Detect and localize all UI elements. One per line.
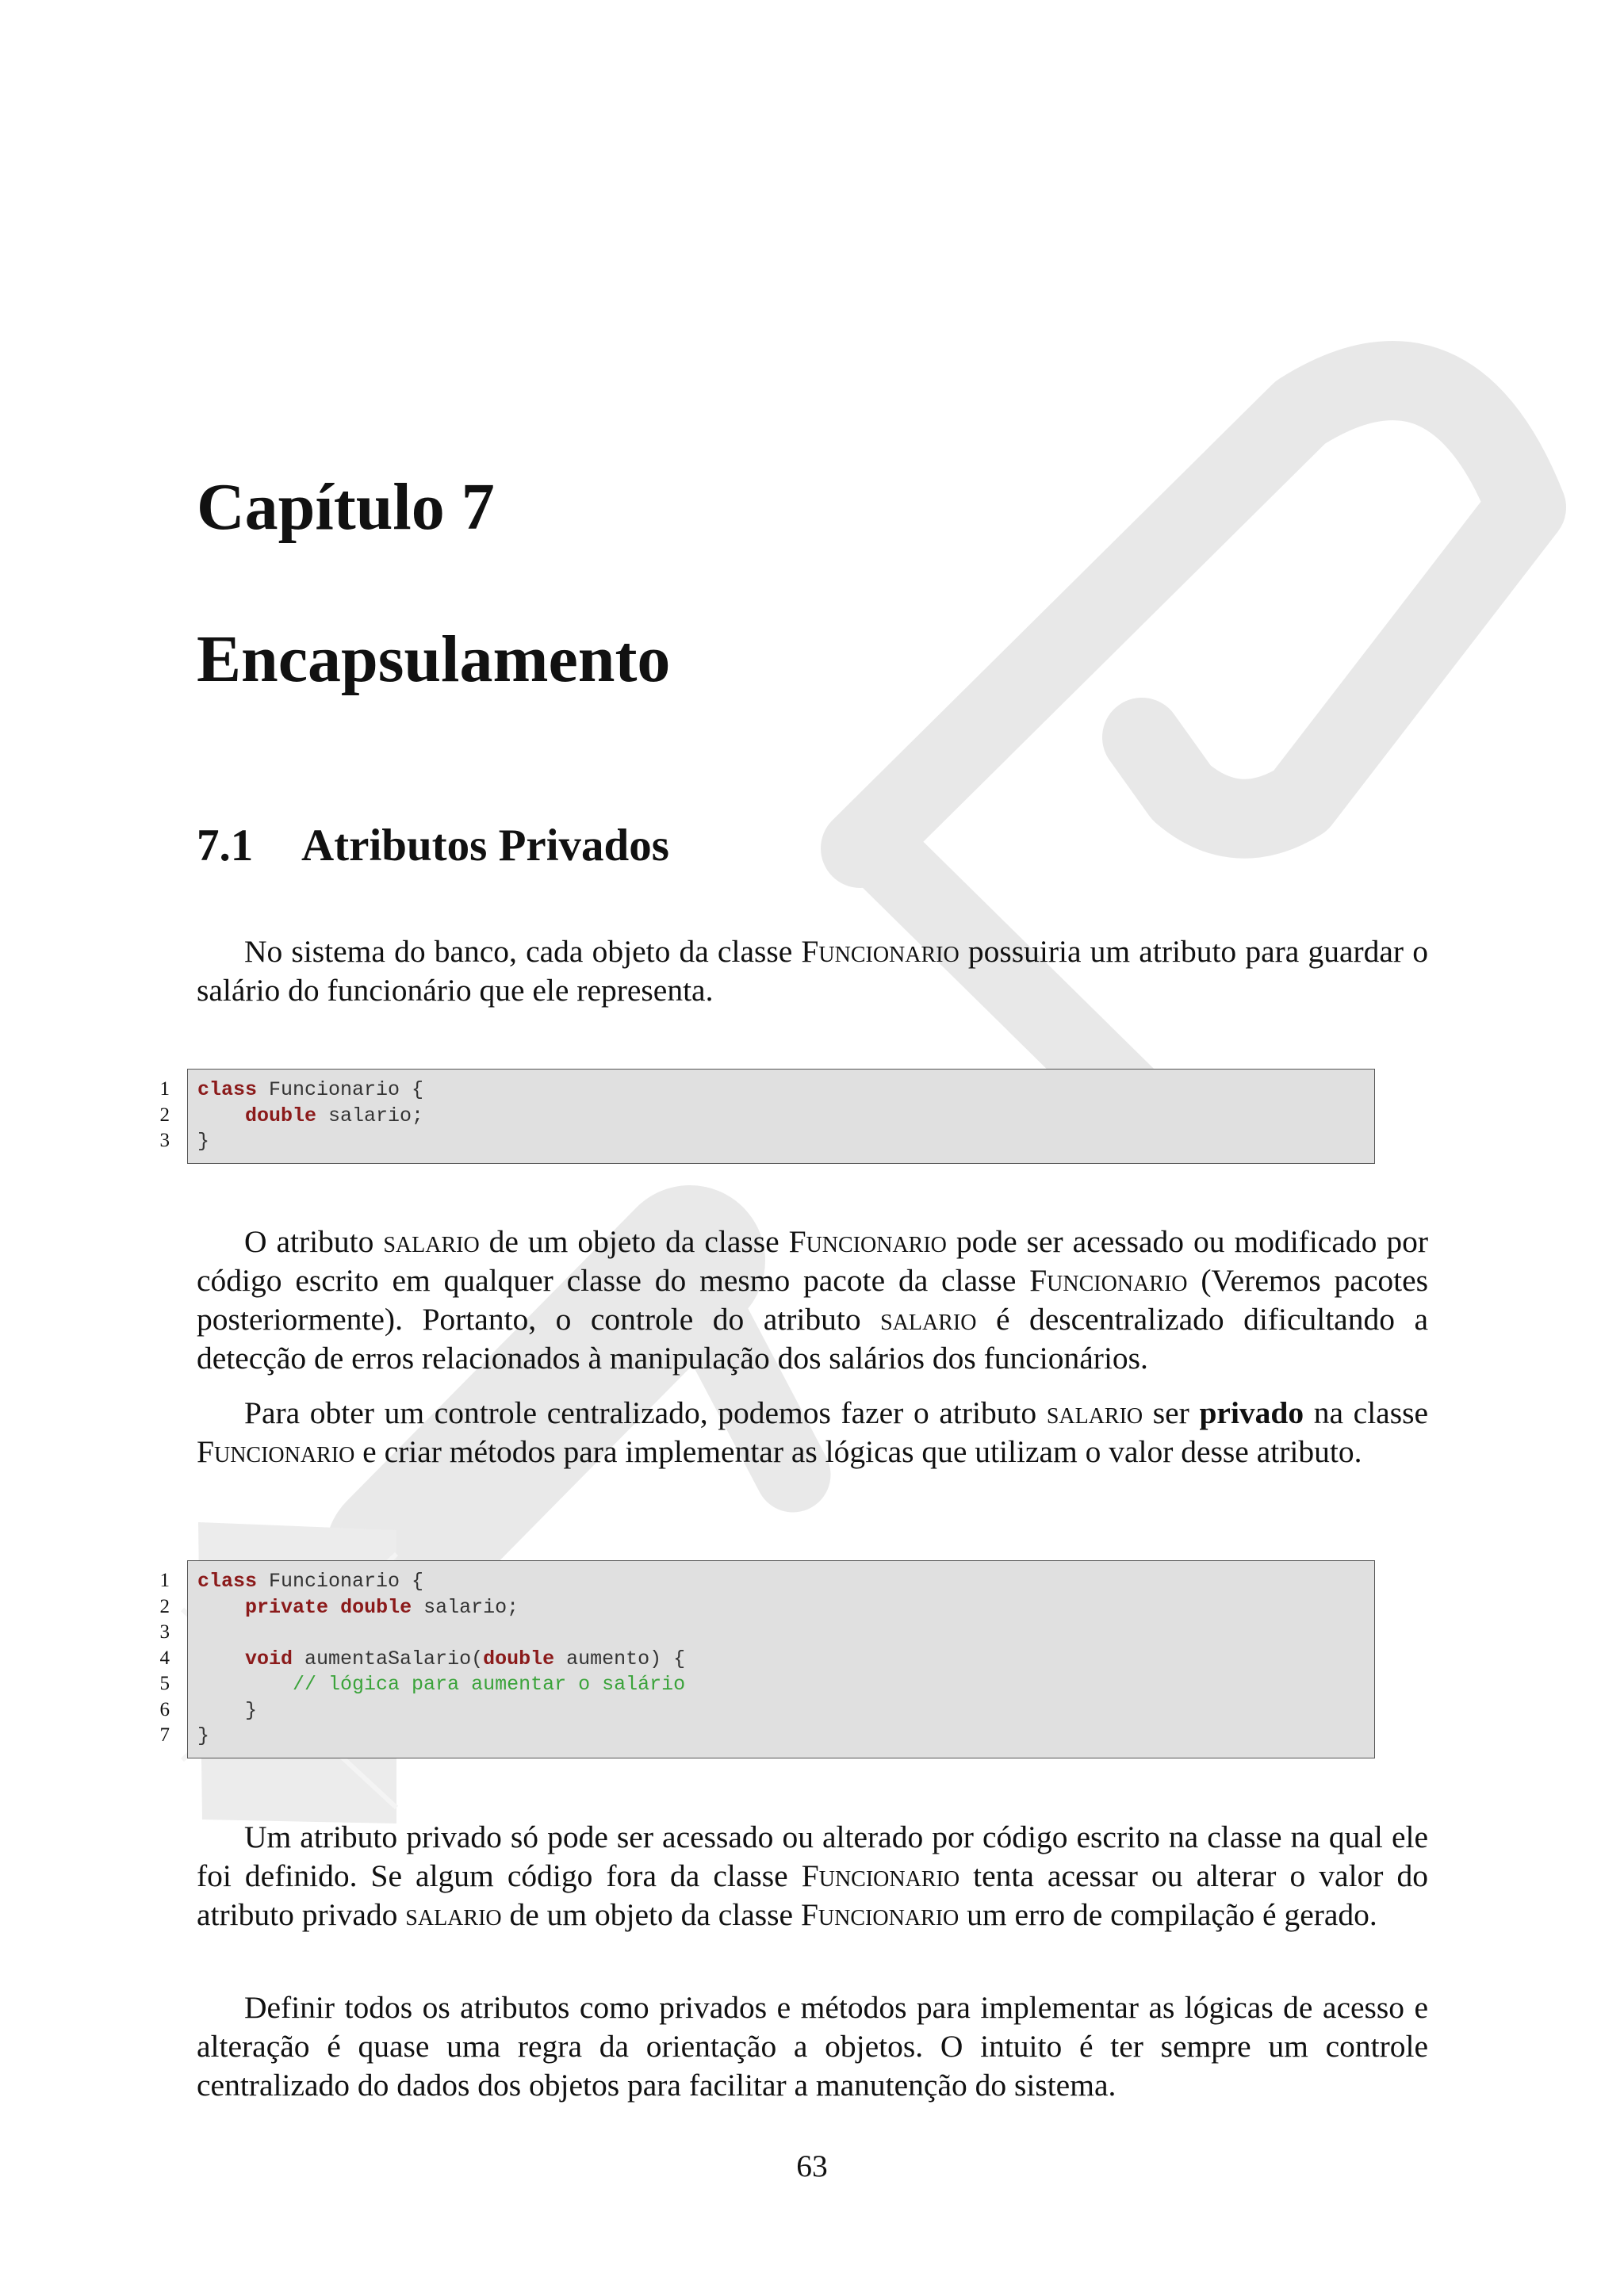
line-number: 1 [159,1570,170,1591]
code-line-3 [197,1621,1374,1647]
line-number: 6 [159,1698,170,1720]
keyword: private [245,1595,329,1619]
text-run: Um atributo privado só pode ser acessado ou alterado por código escrito na classe na qual ele foi definido. Se algum código fora da classe [197,1820,1428,1893]
code-text: Funcionario { [257,1078,424,1101]
text-run: Definir todos os atributos como privados e métodos para implementar as lógicas de acesso e alteração é quase uma regra da orientação a objetos. O intuito é ter sempre um controle centralizado do dados dos objetos para facilitar a manutenção do sistema. [197,1990,1428,2103]
keyword: void [245,1647,293,1670]
code-line-1 [197,1569,1374,1595]
line-number: 3 [159,1621,170,1643]
text-run: um erro de compilação é gerado. [959,1897,1377,1932]
attribute-name: salario [880,1302,977,1337]
keyword: double [245,1104,317,1127]
code-text: salario; [412,1595,519,1619]
code-line-2 [197,1595,1374,1621]
space [328,1596,340,1619]
line-number: 5 [159,1673,170,1694]
section-title: Atributos Privados [301,821,669,871]
keyword: double [483,1647,555,1670]
indent [197,1104,245,1127]
indent [197,1596,245,1619]
code-text: aumentaSalario( [293,1647,484,1670]
code-text: } [197,1130,210,1153]
line-number: 2 [159,1595,170,1617]
code-text: } [197,1724,210,1747]
line-numbers [143,1568,170,1749]
keyword: class [197,1078,258,1101]
class-name: Funcionario [800,1897,959,1932]
text-run: e criar métodos para implementar as lógicas que utilizam o valor desse atributo. [354,1434,1362,1469]
chapter-title: Capítulo 7 [197,470,495,544]
code-text: salario; [316,1104,424,1127]
line-number: 3 [159,1130,170,1151]
line-numbers [143,1077,170,1154]
code-box [187,1069,1375,1164]
paragraph-2 [197,1223,1428,1378]
text-run: de um objeto da classe [501,1897,801,1932]
indent [197,1647,245,1670]
attribute-name: salario [383,1224,480,1259]
class-name: Funcionario [1029,1263,1188,1298]
code-line-2 [197,1104,1374,1130]
attribute-name: salario [1046,1395,1143,1430]
line-number: 2 [159,1104,170,1126]
code-line-3 [197,1129,1374,1155]
code-line-6 [197,1698,1374,1724]
bold-term: privado [1199,1395,1304,1430]
text-run: No sistema do banco, cada objeto da classe [244,934,802,969]
code-line-1 [197,1077,1374,1104]
class-name: Funcionario [788,1224,947,1259]
indent [197,1673,293,1696]
text-run: tenta acessar ou alterar o valor do atributo privado [197,1858,1428,1932]
text-run: na classe [1304,1395,1428,1430]
keyword: class [197,1570,258,1593]
line-number: 4 [159,1647,170,1669]
text-run: (Veremos pacotes posteriormente). Portanto, o controle do atributo [197,1263,1429,1337]
class-name: Funcionario [801,934,959,969]
line-number: 7 [159,1724,170,1746]
class-name: Funcionario [197,1434,355,1469]
code-text: } [197,1698,258,1722]
chapter-name: Encapsulamento [197,622,671,696]
paragraph-1 [197,932,1428,1010]
text-run: Para obter um controle centralizado, podemos fazer o atributo [244,1395,1047,1430]
keyword: double [340,1595,412,1619]
code-text: aumento) { [554,1647,686,1670]
code-line-7 [197,1724,1374,1750]
text-run: de um objeto da classe [479,1224,789,1259]
text-run: ser [1143,1395,1200,1430]
text-run: possuiria um atributo para guardar o salário do funcionário que ele representa. [197,934,1428,1008]
text-run: é descentralizado dificultando a detecção de erros relacionados à manipulação dos salários dos funcionários. [197,1302,1428,1376]
text-run: pode ser acessado ou modificado por código escrito em qualquer classe do mesmo pacote da classe [197,1224,1428,1298]
paragraph-4 [197,1818,1428,1934]
section-number: 7.1 [197,821,254,871]
code-text: Funcionario { [257,1570,424,1593]
code-box [187,1560,1375,1758]
attribute-name: salario [405,1897,502,1932]
code-line-4 [197,1647,1374,1673]
text-run: O atributo [244,1224,384,1259]
code-comment: // lógica para aumentar o salário [293,1673,686,1696]
paragraph-3 [197,1394,1428,1471]
section-heading [197,821,669,871]
page-number: 63 [796,2149,828,2183]
code-line-5 [197,1672,1374,1698]
class-name: Funcionario [801,1858,960,1893]
paragraph-5 [197,1988,1428,2105]
line-number: 1 [159,1078,170,1100]
